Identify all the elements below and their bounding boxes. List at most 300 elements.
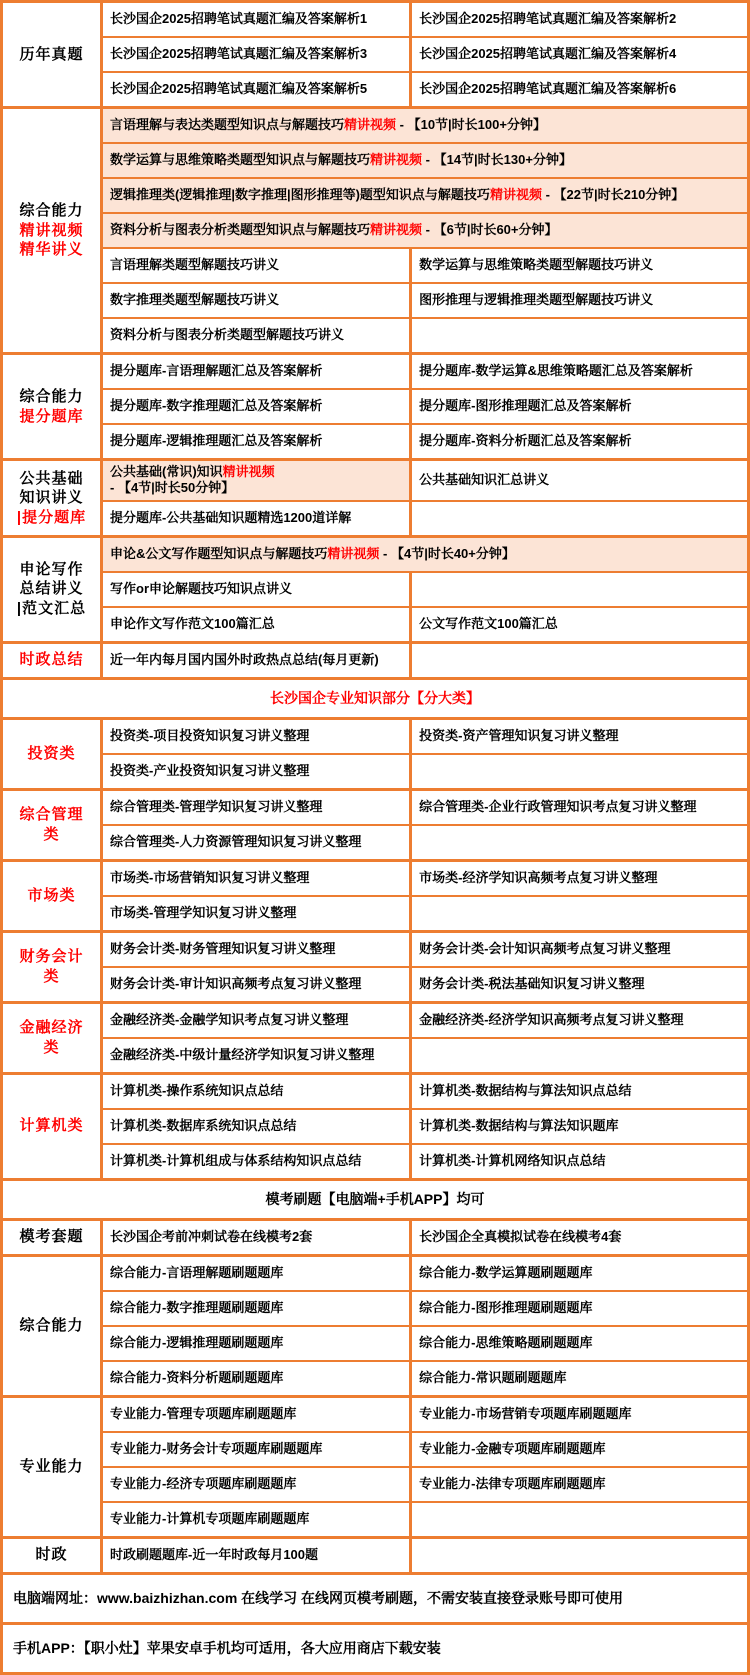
section-header-line: 专业能力 (19, 1457, 84, 1475)
section-rows (103, 109, 747, 352)
table-cell (412, 1257, 747, 1290)
section-header-line: 精讲视频 (19, 221, 84, 239)
section-header-essay-writing (3, 538, 103, 641)
text-segment: 提分题库-言语理解题汇总及答案解析 (110, 363, 323, 379)
text-segment: 提分题库-资料分析题汇总及答案解析 (419, 433, 632, 449)
cell-text (110, 11, 367, 27)
text-segment: - 【14节|时长130+分钟】 (422, 152, 572, 168)
cell-text (419, 1229, 621, 1245)
table-cell (103, 319, 412, 352)
text-segment: 综合能力-图形推理题刷题题库 (419, 1299, 593, 1315)
text-segment: 数学运算与思维策略类题型知识点与解题技巧 (110, 152, 371, 168)
text-segment: 提分题库-图形推理题汇总及答案解析 (419, 398, 632, 414)
table-cell (103, 1145, 412, 1178)
table-cell (103, 1468, 412, 1501)
cell-text (419, 1012, 683, 1028)
text-segment: 时政刷题题库-近一年时政每月100题 (110, 1546, 319, 1562)
table-cell (412, 425, 747, 458)
table-cell (103, 720, 412, 753)
table-row (103, 1143, 747, 1178)
table-cell (103, 1292, 412, 1325)
cell-text (110, 117, 546, 133)
table-cell (412, 38, 747, 71)
table-row (103, 317, 747, 352)
table-cell (412, 968, 747, 1001)
text-segment: 投资类-资产管理知识复习讲义整理 (419, 727, 619, 743)
section-rows (103, 3, 747, 106)
mobile-app-info: 手机APP：【职小灶】苹果安卓手机均可适用，各大应用商店下载安装 (3, 1622, 747, 1672)
table-row (103, 282, 747, 317)
table-cell (103, 1221, 412, 1254)
section-current-affairs-drills (3, 1536, 747, 1572)
cell-text (110, 976, 361, 992)
cell-text (110, 905, 296, 921)
cell-text (419, 11, 676, 27)
section-header-line: 综合管理 (19, 806, 84, 823)
section-rows (103, 538, 747, 641)
cell-text (110, 187, 684, 203)
cell-text (110, 1511, 309, 1527)
section-rows (103, 1075, 747, 1178)
text-segment: 长沙国企2025招聘笔试真题汇编及答案解析1 (110, 11, 368, 27)
section-header-line: 类 (43, 967, 60, 985)
table-cell (103, 3, 412, 36)
cell-text (110, 1012, 348, 1028)
table-row (103, 1037, 747, 1072)
cell-text (419, 363, 693, 379)
table-row (103, 1398, 747, 1431)
table-cell (412, 720, 747, 753)
cell-text (110, 1441, 322, 1457)
table-cell (412, 390, 747, 423)
section-header-computer (3, 1075, 103, 1178)
section-header-professional-ability-drills (3, 1398, 103, 1536)
section-rows (103, 461, 747, 535)
section-header-general-management (3, 791, 103, 859)
banner-mock-practice: 模考刷题【电脑端+手机APP】均可 (3, 1178, 747, 1218)
section-header-line: 知识讲义 (19, 489, 84, 506)
table-cell (103, 862, 412, 895)
cell-text (110, 464, 402, 497)
table-cell (103, 1362, 412, 1395)
table-cell (412, 3, 747, 36)
table-row (103, 1290, 747, 1325)
table-row (103, 753, 747, 788)
section-header-line: 综合能力 (19, 388, 84, 405)
cell-text (419, 433, 631, 449)
table-cell (412, 644, 747, 677)
text-segment: 长沙国企全真模拟试卷在线模考4套 (419, 1228, 622, 1244)
text-segment: 提分题库-数字推理题汇总及答案解析 (110, 398, 323, 414)
table-cell (103, 1110, 412, 1143)
cell-text (419, 398, 631, 414)
section-header-line: 综合能力 (19, 1316, 84, 1334)
cell-text (419, 1476, 605, 1492)
cell-text (110, 398, 322, 414)
table-row (103, 71, 747, 106)
cell-text (110, 1229, 312, 1245)
text-segment: 长沙国企2025招聘笔试真题汇编及答案解析6 (419, 81, 677, 97)
cell-text (110, 292, 279, 308)
section-header-line: 类 (43, 1038, 60, 1056)
cell-text (110, 1083, 283, 1099)
cell-text (110, 1547, 318, 1563)
cell-text (110, 363, 322, 379)
text-segment: 财务会计类-财务管理知识复习讲义整理 (110, 940, 336, 956)
text-segment: 长沙国企考前冲刺试卷在线模考2套 (110, 1228, 313, 1244)
section-rows (103, 720, 747, 788)
cell-text (419, 976, 644, 992)
text-segment: 综合管理类-人力资源管理知识复习讲义整理 (110, 833, 362, 849)
section-header-finance-economics (3, 1004, 103, 1072)
table-cell (103, 109, 747, 142)
text-segment: - 【4节|时长50分钟】 (110, 480, 235, 496)
section-header-line: 投资类 (27, 744, 76, 762)
text-segment: 市场类-管理学知识复习讲义整理 (110, 904, 297, 920)
table-cell (103, 1327, 412, 1360)
section-rows (103, 791, 747, 859)
section-header-line: 提分题库 (19, 407, 84, 425)
cell-text (419, 257, 653, 273)
table-cell (103, 933, 412, 966)
cell-text (110, 728, 309, 744)
table-cell (103, 644, 412, 677)
section-header-line: 计算机类 (19, 1117, 84, 1135)
table-cell (103, 1539, 412, 1572)
text-segment: 写作or申论解题技巧知识点讲义 (110, 580, 293, 596)
text-segment: 综合能力-思维策略题刷题题库 (419, 1334, 593, 1350)
cell-text (110, 257, 279, 273)
section-mock-exam-sets (3, 1218, 747, 1254)
table-cell (412, 73, 747, 106)
table-cell (412, 1503, 747, 1536)
table-row (103, 1539, 747, 1572)
table-cell (412, 461, 747, 500)
text-segment: 提分题库-公共基础知识题精选1200道详解 (110, 509, 352, 525)
text-segment: 资料分析与图表分析类题型解题技巧讲义 (110, 327, 345, 343)
cell-text (419, 1083, 631, 1099)
cell-text (110, 763, 309, 779)
cell-text (110, 1047, 374, 1063)
highlight-text: 精讲视频 (489, 187, 542, 203)
section-header-line: 公共基础 (19, 469, 84, 487)
section-rows (103, 933, 747, 1001)
table-cell (103, 355, 412, 388)
text-segment: 专业能力-管理专项题库刷题题库 (110, 1405, 297, 1421)
text-segment: 长沙国企2025招聘笔试真题汇编及答案解析4 (419, 46, 677, 62)
section-computer (3, 1072, 747, 1178)
table-cell (412, 1004, 747, 1037)
text-segment: 综合能力-逻辑推理题刷题题库 (110, 1334, 284, 1350)
table-row (103, 355, 747, 388)
table-cell (103, 73, 412, 106)
cell-text (110, 1300, 283, 1316)
table-row (103, 606, 747, 641)
text-segment: 投资类-项目投资知识复习讲义整理 (110, 727, 310, 743)
section-comprehensive-video-notes (3, 106, 747, 352)
table-row (103, 142, 747, 177)
section-header-comprehensive-ability-drills (3, 1257, 103, 1395)
cell-text (110, 1476, 296, 1492)
table-cell (103, 968, 412, 1001)
cell-text (419, 728, 618, 744)
table-cell (103, 1503, 412, 1536)
table-row (103, 36, 747, 71)
section-header-current-affairs-drills (3, 1539, 103, 1572)
table-cell (103, 755, 412, 788)
section-rows (103, 1004, 747, 1072)
section-investment (3, 717, 747, 788)
table-cell (412, 1110, 747, 1143)
table-row (103, 862, 747, 895)
table-cell (103, 826, 412, 859)
table-cell (412, 1075, 747, 1108)
text-segment: 数字推理类题型解题技巧讲义 (110, 292, 280, 308)
text-segment: 长沙国企2025招聘笔试真题汇编及答案解析3 (110, 46, 368, 62)
text-segment: - 【10节|时长100+分钟】 (396, 117, 546, 133)
table-row (103, 212, 747, 247)
text-segment: 专业能力-金融专项题库刷题题库 (419, 1440, 606, 1456)
section-header-current-affairs-summary (3, 644, 103, 677)
section-essay-writing (3, 535, 747, 641)
table-cell (103, 284, 412, 317)
cell-text (419, 870, 657, 886)
text-segment: 专业能力-市场营销专项题库刷题题库 (419, 1405, 632, 1421)
text-segment: 综合能力-常识题刷题题库 (419, 1369, 567, 1385)
cell-text (110, 46, 367, 62)
text-segment: 图形推理与逻辑推理类题型解题技巧讲义 (419, 292, 654, 308)
table-cell (103, 1398, 412, 1431)
table-row (103, 1075, 747, 1108)
section-professional-ability-drills (3, 1395, 747, 1536)
section-header-line: 总结讲义 (19, 580, 84, 598)
text-segment: 财务会计类-税法基础知识复习讲义整理 (419, 975, 645, 991)
table-row (103, 1004, 747, 1037)
cell-text (110, 510, 351, 526)
table-cell (103, 608, 412, 641)
cell-text (419, 1370, 566, 1386)
banner-professional-knowledge: 长沙国企专业知识部分【分大类】 (3, 677, 747, 717)
text-segment: 言语理解类题型解题技巧讲义 (110, 257, 280, 273)
text-segment: 投资类-产业投资知识复习讲义整理 (110, 762, 310, 778)
text-segment: 数学运算与思维策略类题型解题技巧讲义 (419, 257, 654, 273)
text-segment: 综合能力-资料分析题刷题题库 (110, 1369, 284, 1385)
section-header-finance-accounting (3, 933, 103, 1001)
highlight-text: 精讲视频 (222, 464, 275, 479)
section-header-line: 时政 (35, 1546, 68, 1564)
text-segment: 计算机类-操作系统知识点总结 (110, 1082, 284, 1098)
section-finance-accounting (3, 930, 747, 1001)
table-cell (103, 791, 412, 824)
cell-text (419, 1265, 592, 1281)
table-cell (412, 791, 747, 824)
cell-text (419, 1406, 631, 1422)
table-cell (103, 425, 412, 458)
table-cell (103, 390, 412, 423)
text-segment: - 【6节|时长60+分钟】 (422, 222, 558, 238)
text-segment: 长沙国企2025招聘笔试真题汇编及答案解析2 (419, 11, 677, 27)
cell-text (110, 327, 344, 343)
table-row (103, 500, 747, 535)
text-segment: 申论作文写作范文100篇汇总 (110, 615, 275, 631)
section-header-line: 时政总结 (19, 651, 84, 669)
section-finance-economics (3, 1001, 747, 1072)
text-segment: 金融经济类-中级计量经济学知识复习讲义整理 (110, 1046, 375, 1062)
text-segment: 综合管理类-企业行政管理知识考点复习讲义整理 (419, 798, 697, 814)
section-header-line: 模考套题 (19, 1228, 84, 1246)
cell-text (110, 433, 322, 449)
text-segment: 资料分析与图表分析类题型知识点与解题技巧 (110, 222, 371, 238)
cell-text (110, 546, 515, 562)
text-segment: 市场类-经济学知识高频考点复习讲义整理 (419, 869, 658, 885)
section-current-affairs-summary (3, 641, 747, 677)
section-header-comprehensive-video-notes (3, 109, 103, 352)
cell-text (419, 941, 670, 957)
section-header-line: 类 (43, 825, 60, 843)
table-cell (412, 573, 747, 606)
section-past-papers (3, 3, 747, 106)
text-segment: 专业能力-法律专项题库刷题题库 (419, 1475, 606, 1491)
text-segment: 金融经济类-金融学知识考点复习讲义整理 (110, 1011, 349, 1027)
table-cell (412, 1145, 747, 1178)
table-cell (103, 502, 412, 535)
cell-text (110, 834, 361, 850)
highlight-text: 精讲视频 (327, 545, 380, 561)
text-segment: 近一年内每月国内国外时政热点总结(每月更新) (110, 651, 379, 667)
text-segment: 计算机类-计算机网络知识点总结 (419, 1152, 606, 1168)
table-cell (103, 1075, 412, 1108)
cell-text (110, 1335, 283, 1351)
text-segment: 金融经济类-经济学知识高频考点复习讲义整理 (419, 1011, 684, 1027)
highlight-text: 精讲视频 (344, 117, 397, 133)
table-cell (412, 826, 747, 859)
table-row (103, 966, 747, 1001)
table-sections (3, 3, 747, 1572)
cell-text (419, 616, 558, 632)
table-cell (412, 1539, 747, 1572)
text-segment: - 【4节|时长40+分钟】 (379, 545, 515, 561)
cell-text (419, 799, 696, 815)
table-row (103, 1221, 747, 1254)
table-cell (103, 249, 412, 282)
section-header-investment (3, 720, 103, 788)
cell-text (419, 81, 676, 97)
text-segment: 公共基础知识汇总讲义 (419, 472, 550, 488)
section-rows (103, 1398, 747, 1536)
table-row (103, 1360, 747, 1395)
section-header-line: 金融经济 (19, 1019, 84, 1036)
table-row (103, 1431, 747, 1466)
table-cell (412, 1362, 747, 1395)
cell-text (110, 1370, 283, 1386)
cell-text (110, 1153, 361, 1169)
table-row (103, 461, 747, 500)
cell-text (419, 1300, 592, 1316)
table-cell (412, 1039, 747, 1072)
text-segment: 综合能力-数学运算题刷题题库 (419, 1264, 593, 1280)
section-header-past-papers (3, 3, 103, 106)
section-rows (103, 1257, 747, 1395)
table-row (103, 247, 747, 282)
table-cell (412, 897, 747, 930)
section-rows (103, 355, 747, 458)
section-header-marketing (3, 862, 103, 930)
table-row (103, 1501, 747, 1536)
table-cell (103, 179, 747, 212)
text-segment: 综合能力-言语理解题刷题题库 (110, 1264, 284, 1280)
table-cell (412, 1398, 747, 1431)
section-comprehensive-ability-drills (3, 1254, 747, 1395)
cell-text (110, 152, 572, 168)
section-header-line: 综合能力 (19, 202, 84, 220)
table-cell (103, 214, 747, 247)
section-header-line: 财务会计 (19, 948, 84, 965)
section-header-line: 市场类 (27, 886, 76, 904)
text-segment: 提分题库-逻辑推理题汇总及答案解析 (110, 433, 323, 449)
text-segment: 财务会计类-审计知识高频考点复习讲义整理 (110, 975, 362, 991)
table-row (103, 933, 747, 966)
text-segment: 综合管理类-管理学知识复习讲义整理 (110, 798, 323, 814)
cell-text (110, 1265, 283, 1281)
table-row (103, 1108, 747, 1143)
table-cell (412, 1292, 747, 1325)
section-header-line: 精华讲义 (19, 241, 84, 259)
cell-text (110, 581, 292, 597)
cell-text (419, 1118, 618, 1134)
table-row (103, 423, 747, 458)
text-segment: 逻辑推理类(逻辑推理|数字推理|图形推理等)题型知识点与解题技巧 (110, 187, 490, 203)
table-cell (103, 461, 412, 500)
section-rows (103, 1221, 747, 1254)
text-segment: 综合能力-数字推理题刷题题库 (110, 1299, 284, 1315)
highlight-text: 精讲视频 (370, 152, 423, 168)
section-header-line: |范文汇总 (16, 599, 87, 617)
text-segment: 专业能力-财务会计专项题库刷题题库 (110, 1440, 323, 1456)
text-segment: 公共基础(常识)知识 (110, 464, 223, 479)
table-cell (412, 319, 747, 352)
section-header-mock-exam-sets (3, 1221, 103, 1254)
cell-text (110, 870, 309, 886)
section-header-public-basics (3, 461, 103, 535)
text-segment: 计算机类-数据结构与算法知识点总结 (419, 1082, 632, 1098)
text-segment: - 【22节|时长210分钟】 (541, 187, 685, 203)
text-segment: 计算机类-计算机组成与体系结构知识点总结 (110, 1152, 362, 1168)
table-cell (103, 38, 412, 71)
table-row (103, 538, 747, 571)
cell-text (419, 1335, 592, 1351)
cell-text (110, 222, 558, 238)
table-cell (103, 1257, 412, 1290)
cell-text (110, 1118, 296, 1134)
section-rows (103, 644, 747, 677)
table-cell (412, 355, 747, 388)
text-segment: 专业能力-经济专项题库刷题题库 (110, 1475, 297, 1491)
cell-text (419, 1153, 605, 1169)
table-cell (412, 1221, 747, 1254)
table-cell (103, 144, 747, 177)
table-row (103, 109, 747, 142)
section-rows (103, 862, 747, 930)
table-cell (412, 1327, 747, 1360)
table-cell (103, 1433, 412, 1466)
section-header-line: 申论写作 (19, 560, 84, 578)
table-row (103, 1257, 747, 1290)
text-segment: 计算机类-数据库系统知识点总结 (110, 1117, 297, 1133)
section-general-management (3, 788, 747, 859)
cell-text (110, 941, 335, 957)
table-row (103, 177, 747, 212)
cell-text (419, 472, 549, 488)
